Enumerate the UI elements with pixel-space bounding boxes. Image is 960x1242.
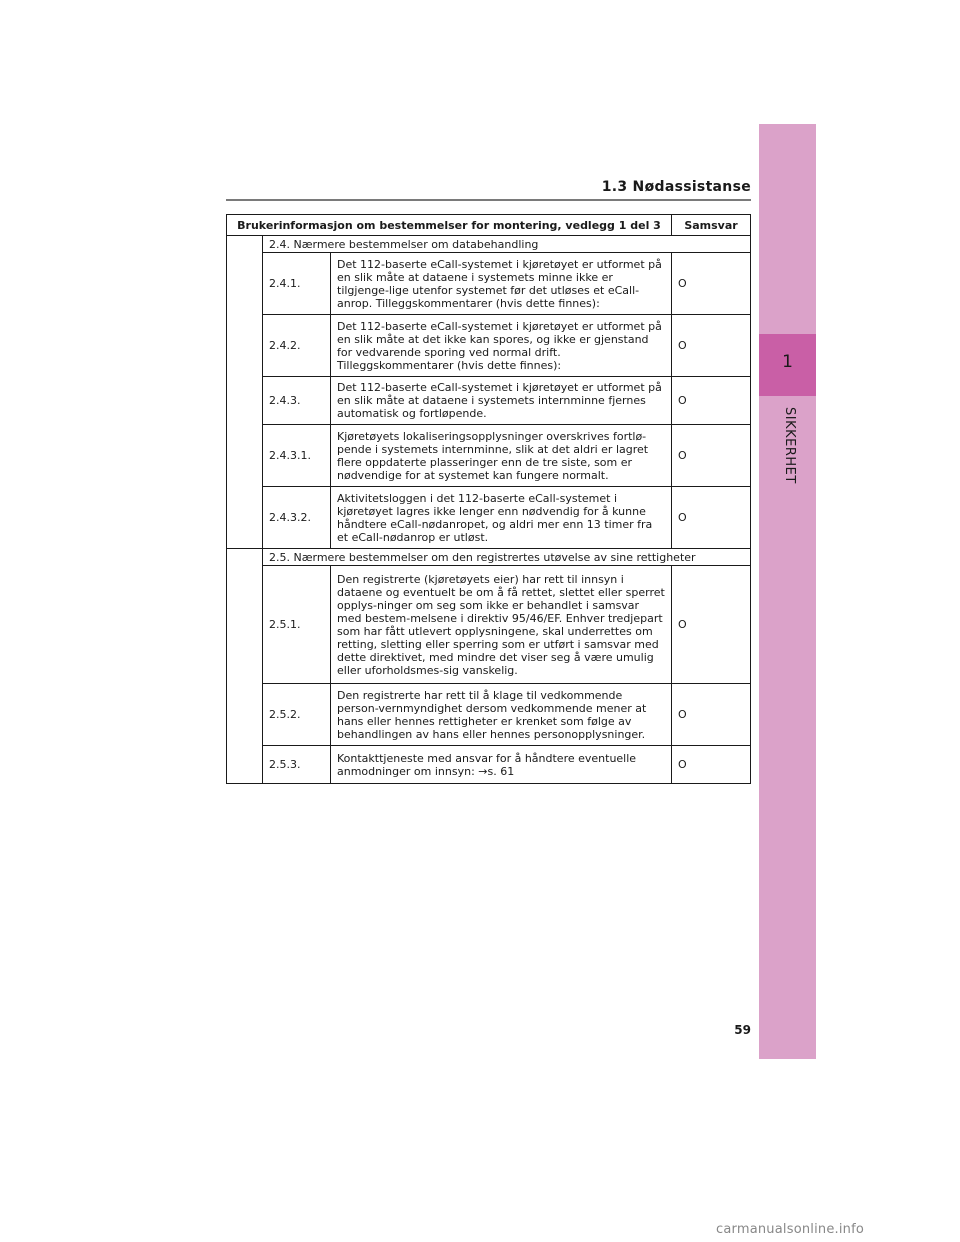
row-number: 2.4.3.2.	[263, 487, 331, 549]
table-row	[227, 253, 751, 315]
header-divider	[226, 199, 751, 201]
table-row	[227, 377, 751, 425]
indent-cell	[227, 549, 263, 784]
table-row	[227, 487, 751, 549]
group-title: 2.4. Nærmere bestemmelser om databehandling	[263, 236, 751, 253]
chapter-number: 1	[782, 352, 793, 372]
row-number: 2.5.1.	[263, 566, 331, 684]
row-description: Den registrerte har rett til å klage til vedkommende person-vernmyndighet dersom vedkommende mener at hans eller hennes rettigheter er krenket som følge av behandlingen av hans eller hennes personopplysninger.	[331, 684, 672, 746]
chapter-label: SIKKERHET	[782, 407, 797, 484]
chapter-side-tab	[759, 124, 816, 1059]
row-description: Kjøretøyets lokaliseringsopplysninger overskrives fortlø-pende i systemets internminne, slik at det aldri er lagret flere oppdaterte plasseringer enn de tre siste, som er nødvendige for at systemet kan fungere normalt.	[331, 425, 672, 487]
column-header-conformity: Samsvar	[672, 215, 751, 236]
table-row	[227, 566, 751, 684]
row-description: Det 112-baserte eCall-systemet i kjøretøyet er utformet på en slik måte at dataene i systemets minne ikke er tilgjenge-lige utenfor systemet før det utløses et eCall-anrop. Tilleggskommentarer (hvis dette finnes):	[331, 253, 672, 315]
table-row	[227, 684, 751, 746]
row-number: 2.4.3.1.	[263, 425, 331, 487]
row-number: 2.4.3.	[263, 377, 331, 425]
section-title: 1.3 Nødassistanse	[601, 179, 751, 195]
table-header-row	[227, 215, 751, 236]
row-conformity: O	[672, 684, 751, 746]
row-conformity: O	[672, 566, 751, 684]
table-row	[227, 315, 751, 377]
row-description: Aktivitetsloggen i det 112-baserte eCall-systemet i kjøretøyet lagres ikke lenger enn nødvendig for å kunne håndtere eCall-nødanropet, og aldri mer enn 13 timer fra et eCall-nødanrop er utløst.	[331, 487, 672, 549]
row-description: Den registrerte (kjøretøyets eier) har rett til innsyn i dataene og eventuelt be om å få rettet, slettet eller sperret opplys-ninger om seg som ikke er behandlet i samsvar med bestem-melsene i direktiv 95/46/EF. Enhver tredjepart som har fått utlevert opplysningene, skal underrettes om retting, sletting eller sperring som er utført i samsvar med dette direktivet, med mindre det viser seg å være umulig eller uforholdsmes-sig vanskelig.	[331, 566, 672, 684]
group-title-row	[227, 549, 751, 566]
row-number: 2.4.2.	[263, 315, 331, 377]
row-number: 2.5.3.	[263, 746, 331, 784]
row-number: 2.4.1.	[263, 253, 331, 315]
ecall-spec-table	[226, 214, 751, 784]
page-number: 59	[734, 1023, 751, 1037]
table-row	[227, 746, 751, 784]
group-title: 2.5. Nærmere bestemmelser om den registrertes utøvelse av sine rettigheter	[263, 549, 751, 566]
group-title-row	[227, 236, 751, 253]
table-row	[227, 425, 751, 487]
indent-cell	[227, 236, 263, 549]
row-conformity: O	[672, 315, 751, 377]
row-description: Det 112-baserte eCall-systemet i kjøretøyet er utformet på en slik måte at det ikke kan spores, og ikke er gjenstand for vedvarende sporing ved normal drift. Tilleggskommentarer (hvis dette finnes):	[331, 315, 672, 377]
row-description: Kontakttjeneste med ansvar for å håndtere eventuelle anmodninger om innsyn: →s. 61	[331, 746, 672, 784]
row-description: Det 112-baserte eCall-systemet i kjøretøyet er utformet på en slik måte at dataene i systemets internminne fjernes automatisk og fortløpende.	[331, 377, 672, 425]
row-conformity: O	[672, 377, 751, 425]
row-conformity: O	[672, 487, 751, 549]
row-conformity: O	[672, 746, 751, 784]
column-header-info: Brukerinformasjon om bestemmelser for montering, vedlegg 1 del 3	[227, 215, 672, 236]
row-conformity: O	[672, 253, 751, 315]
watermark-text: carmanualsonline.info	[716, 1222, 865, 1237]
row-conformity: O	[672, 425, 751, 487]
row-number: 2.5.2.	[263, 684, 331, 746]
